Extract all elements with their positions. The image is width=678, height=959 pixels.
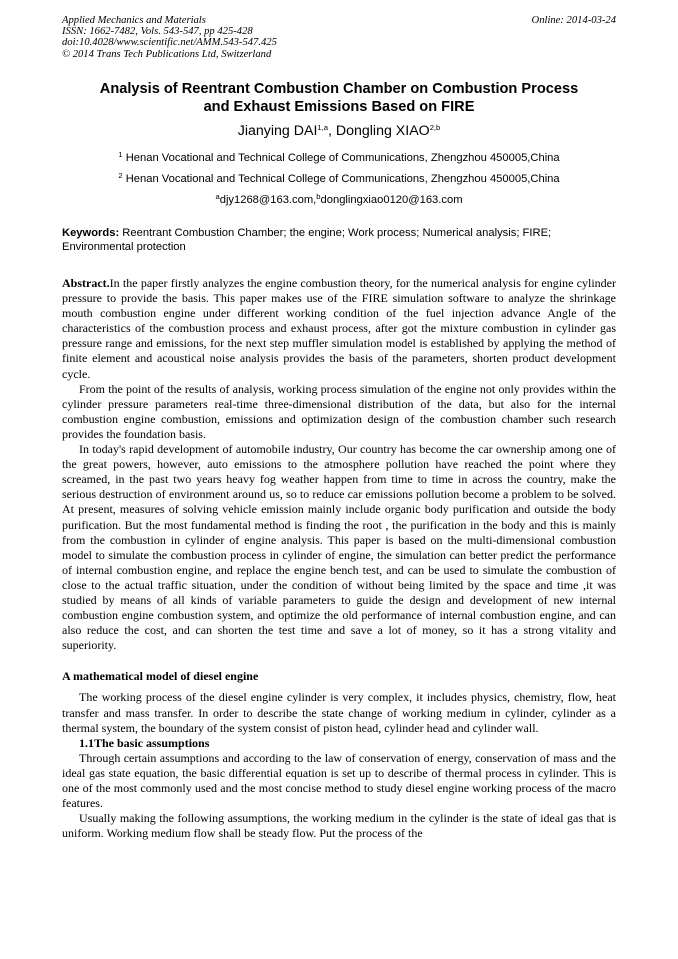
paragraph-5: Through certain assumptions and according to the law of conservation of energy, conservation of mass and the ideal gas state equation, the basic differential equation is set up to describe of thermal process in cylinder. This is one of the most commonly used and the most concise method to study diesel engine working process of the macro features. <box>62 750 616 811</box>
keywords-label: Keywords: <box>62 227 120 239</box>
affiliation-1 <box>40 151 638 165</box>
keywords <box>62 227 616 255</box>
abstract-text: In the paper firstly analyzes the engine combustion theory, for the numerical analysis for engine cylinder pressure to provide the basis. This paper makes use of the FIRE simulation software to analyze the shrinkage mouth combustion engine under different working condition of the fuel injection advance Angle of the characteristics of the combustion process and exhaust process, after got the mixture combustion in cylinder gas pressure range and emissions, for the next step muffler simulation model is established by applying the method of finite element and acoustical noise analysis provides the basis of the parameters, shorten product development cycle. <box>62 276 616 381</box>
paper-title <box>40 80 638 116</box>
author-list <box>40 122 638 140</box>
email-b-sup: b <box>316 192 321 201</box>
abstract-paragraph <box>62 276 616 382</box>
doi-line: doi:10.4028/www.scientific.net/AMM.543-547.425 <box>62 37 277 49</box>
title-line-2: and Exhaust Emissions Based on FIRE <box>203 99 475 115</box>
paragraph-6: Usually making the following assumptions, the working medium in the cylinder is the state of ideal gas that is uniform. Working medium flow shall be steady flow. Put the process of the <box>62 811 616 841</box>
title-line-1: Analysis of Reentrant Combustion Chamber on Combustion Process <box>99 81 579 97</box>
author-1-sup: 1,a <box>317 123 328 132</box>
author-2-sup: 2,b <box>429 123 441 132</box>
online-date: Online: 2014-03-24 <box>531 15 616 26</box>
subsection-1-heading: 1.1The basic assumptions <box>79 735 210 750</box>
paragraph-4: The working process of the diesel engine cylinder is very complex, it includes physics, chemistry, flow, heat transfer and mass transfer. In order to describe the state change of working medium in cylinder, cylinder as a thermal system, the boundary of the system consist of piston head, cylinder head and cylinder wall. <box>62 690 616 735</box>
affiliation-2-sup: 2 <box>118 171 123 180</box>
affiliation-2-text: Henan Vocational and Technical College of Communications, Zhengzhou 450005,China <box>122 173 560 185</box>
page-header <box>62 15 616 60</box>
paper-body <box>62 276 616 841</box>
author-2-name: Dongling XIAO <box>335 123 430 139</box>
email-b[interactable]: donglingxiao0120@163.com <box>320 194 463 206</box>
paragraph-2: From the point of the results of analysis, working process simulation of the engine not only provides within the cylinder pressure parameters real-time three-dimensional distribution of the data, but also for the internal combustion engine combustion, emissions and optimization design of the combustion chamber such research provides the foundation basis. <box>62 381 616 441</box>
author-1-name: Jianying DAI <box>237 123 318 139</box>
email-a-sup: a <box>215 192 220 201</box>
section-1-heading: A mathematical model of diesel engine <box>62 669 259 684</box>
author-separator: , <box>327 123 336 139</box>
paragraph-3: In today's rapid development of automobile industry, Our country has become the car ownership among one of the great powers, however, auto emissions to the atmosphere pollution have reached the point where they screamed, in the past two years heavy fog weather happen from time to time in across the country, make the serious destruction of environment around us, so to reduce car emissions pollution become a problem to be solved. At present, measures of solving vehicle emission mainly include organic body purification and outside the body purification. But the most fundamental method is finding the root , the purification in the body and this is mainly from the combustion in cylinder of engine analysis. This paper is based on the multi-dimensional combustion model to simulate the combustion process in cylinder of engine, the simulation can better predict the performance of internal combustion engine, and replace the engine bench test, and can be used to simulate the combustion of close to the actual traffic situation, under the condition of without being limited by the space and time ,it was studied by means of all kinds of variable parameters to guide the design and development of new internal combustion engine combustion system, and optimize the old performance of internal combustion engine, and can also reduce the cost, and can shorten the test time and save a lot of money, so it has a strong vitality and superiority. <box>62 442 616 653</box>
email-a[interactable]: djy1268@163.com, <box>219 194 317 206</box>
email-line <box>40 193 638 207</box>
copyright-line: © 2014 Trans Tech Publications Ltd, Switzerland <box>62 48 272 60</box>
affiliation-2 <box>40 172 638 186</box>
keywords-text: Reentrant Combustion Chamber; the engine; Work process; Numerical analysis; FIRE; Environmental protection <box>62 227 552 253</box>
affiliation-1-text: Henan Vocational and Technical College of Communications, Zhengzhou 450005,China <box>122 152 560 164</box>
journal-name: Applied Mechanics and Materials <box>62 15 206 26</box>
affiliation-1-sup: 1 <box>118 150 123 159</box>
abstract-label: Abstract. <box>62 276 110 290</box>
issn-line: ISSN: 1662-7482, Vols. 543-547, pp 425-428 <box>62 26 253 38</box>
